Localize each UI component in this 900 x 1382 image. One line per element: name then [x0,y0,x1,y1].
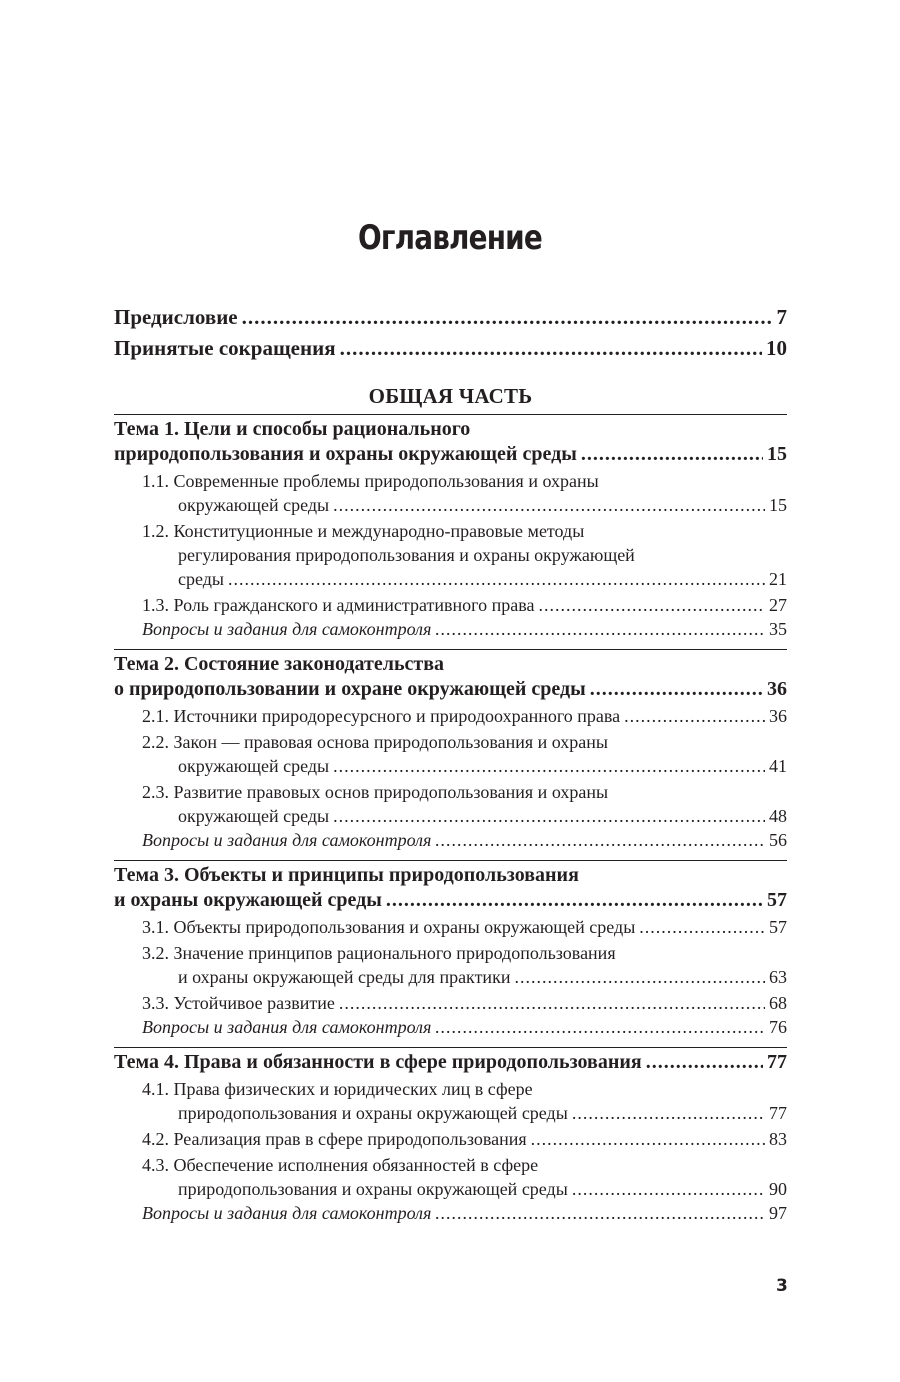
toc-subentry-1-3[interactable]: 1.3. Роль гражданского и административного права ..... 27 [114,593,787,617]
toc-subentry-2-1[interactable]: 2.1. Источники природоресурсного и природоохранного права ..... 36 [114,704,787,728]
toc-subentry-2-3[interactable]: 2.3. Развитие правовых основ природопользования и охраны окружающей среды ..... 48 [114,780,787,828]
toc-subentry-3-3[interactable]: 3.3. Устойчивое развитие ..... 68 [114,991,787,1015]
toc-subentry-4-3[interactable]: 4.3. Обеспечение исполнения обязанностей в сфере природопользования и охраны окружающей среды ..... 90 [114,1153,787,1201]
theme-title-line1: Тема 3. Объекты и принципы природопользования [114,864,579,886]
toc-questions-3[interactable]: Вопросы и задания для самоконтроля ..... 76 [114,1015,787,1039]
toc-subentry-4-2[interactable]: 4.2. Реализация прав в сфере природопользования ..... 83 [114,1127,787,1151]
entry-title: Принятые сокращения [114,333,340,364]
toc-theme-3[interactable] [114,860,787,913]
page-number: 3 [776,1276,788,1296]
theme-page: 77 [767,1051,787,1073]
toc-subentry-2-2[interactable]: 2.2. Закон — правовая основа природопользования и охраны окружающей среды ..... 41 [114,730,787,778]
theme-title-line1: Тема 2. Состояние законодательства [114,653,445,675]
page-title: Оглавление [358,218,542,258]
toc-theme-1[interactable] [114,414,787,467]
toc-entry-abbreviations[interactable] [114,333,787,364]
entry-page: 10 [766,336,787,360]
toc-questions-4[interactable]: Вопросы и задания для самоконтроля ..... 97 [114,1201,787,1225]
toc-theme-2[interactable] [114,649,787,702]
theme-title-line1: Тема 1. Цели и способы рационального [114,418,471,440]
entry-title: Предисловие [114,302,242,333]
toc-subentry-3-1[interactable]: 3.1. Объекты природопользования и охраны окружающей среды ..... 57 [114,915,787,939]
toc-subentry-1-2[interactable]: 1.2. Конституционные и международно-правовые методы регулирования природопользования и охраны окружающей среды ..... 21 [114,519,787,591]
toc-questions-2[interactable]: Вопросы и задания для самоконтроля ..... 56 [114,828,787,852]
toc-subentry-3-2[interactable]: 3.2. Значение принципов рационального природопользования и охраны окружающей среды для практики ..... 63 [114,941,787,989]
toc-theme-4[interactable] [114,1047,787,1075]
theme-page: 15 [767,443,787,465]
theme-title-line2: о природопользовании и охране окружающей среды [114,677,590,702]
theme-title-line1: Тема 4. Права и обязанности в сфере природопользования [114,1050,646,1075]
table-of-contents [114,302,787,1225]
entry-page: 7 [776,305,787,329]
toc-subentry-4-1[interactable]: 4.1. Права физических и юридических лиц в сфере природопользования и охраны окружающей среды ..... 77 [114,1077,787,1125]
theme-title-line2: и охраны окружающей среды [114,888,386,913]
theme-title-line2: природопользования и охраны окружающей среды [114,442,581,467]
toc-entry-preface[interactable] [114,302,787,333]
theme-page: 57 [767,889,787,911]
theme-page: 36 [767,678,787,700]
toc-questions-1[interactable]: Вопросы и задания для самоконтроля ..... 35 [114,617,787,641]
section-heading: ОБЩАЯ ЧАСТЬ [368,384,533,408]
toc-subentry-1-1[interactable]: 1.1. Современные проблемы природопользования и охраны окружающей среды ..... 15 [114,469,787,517]
